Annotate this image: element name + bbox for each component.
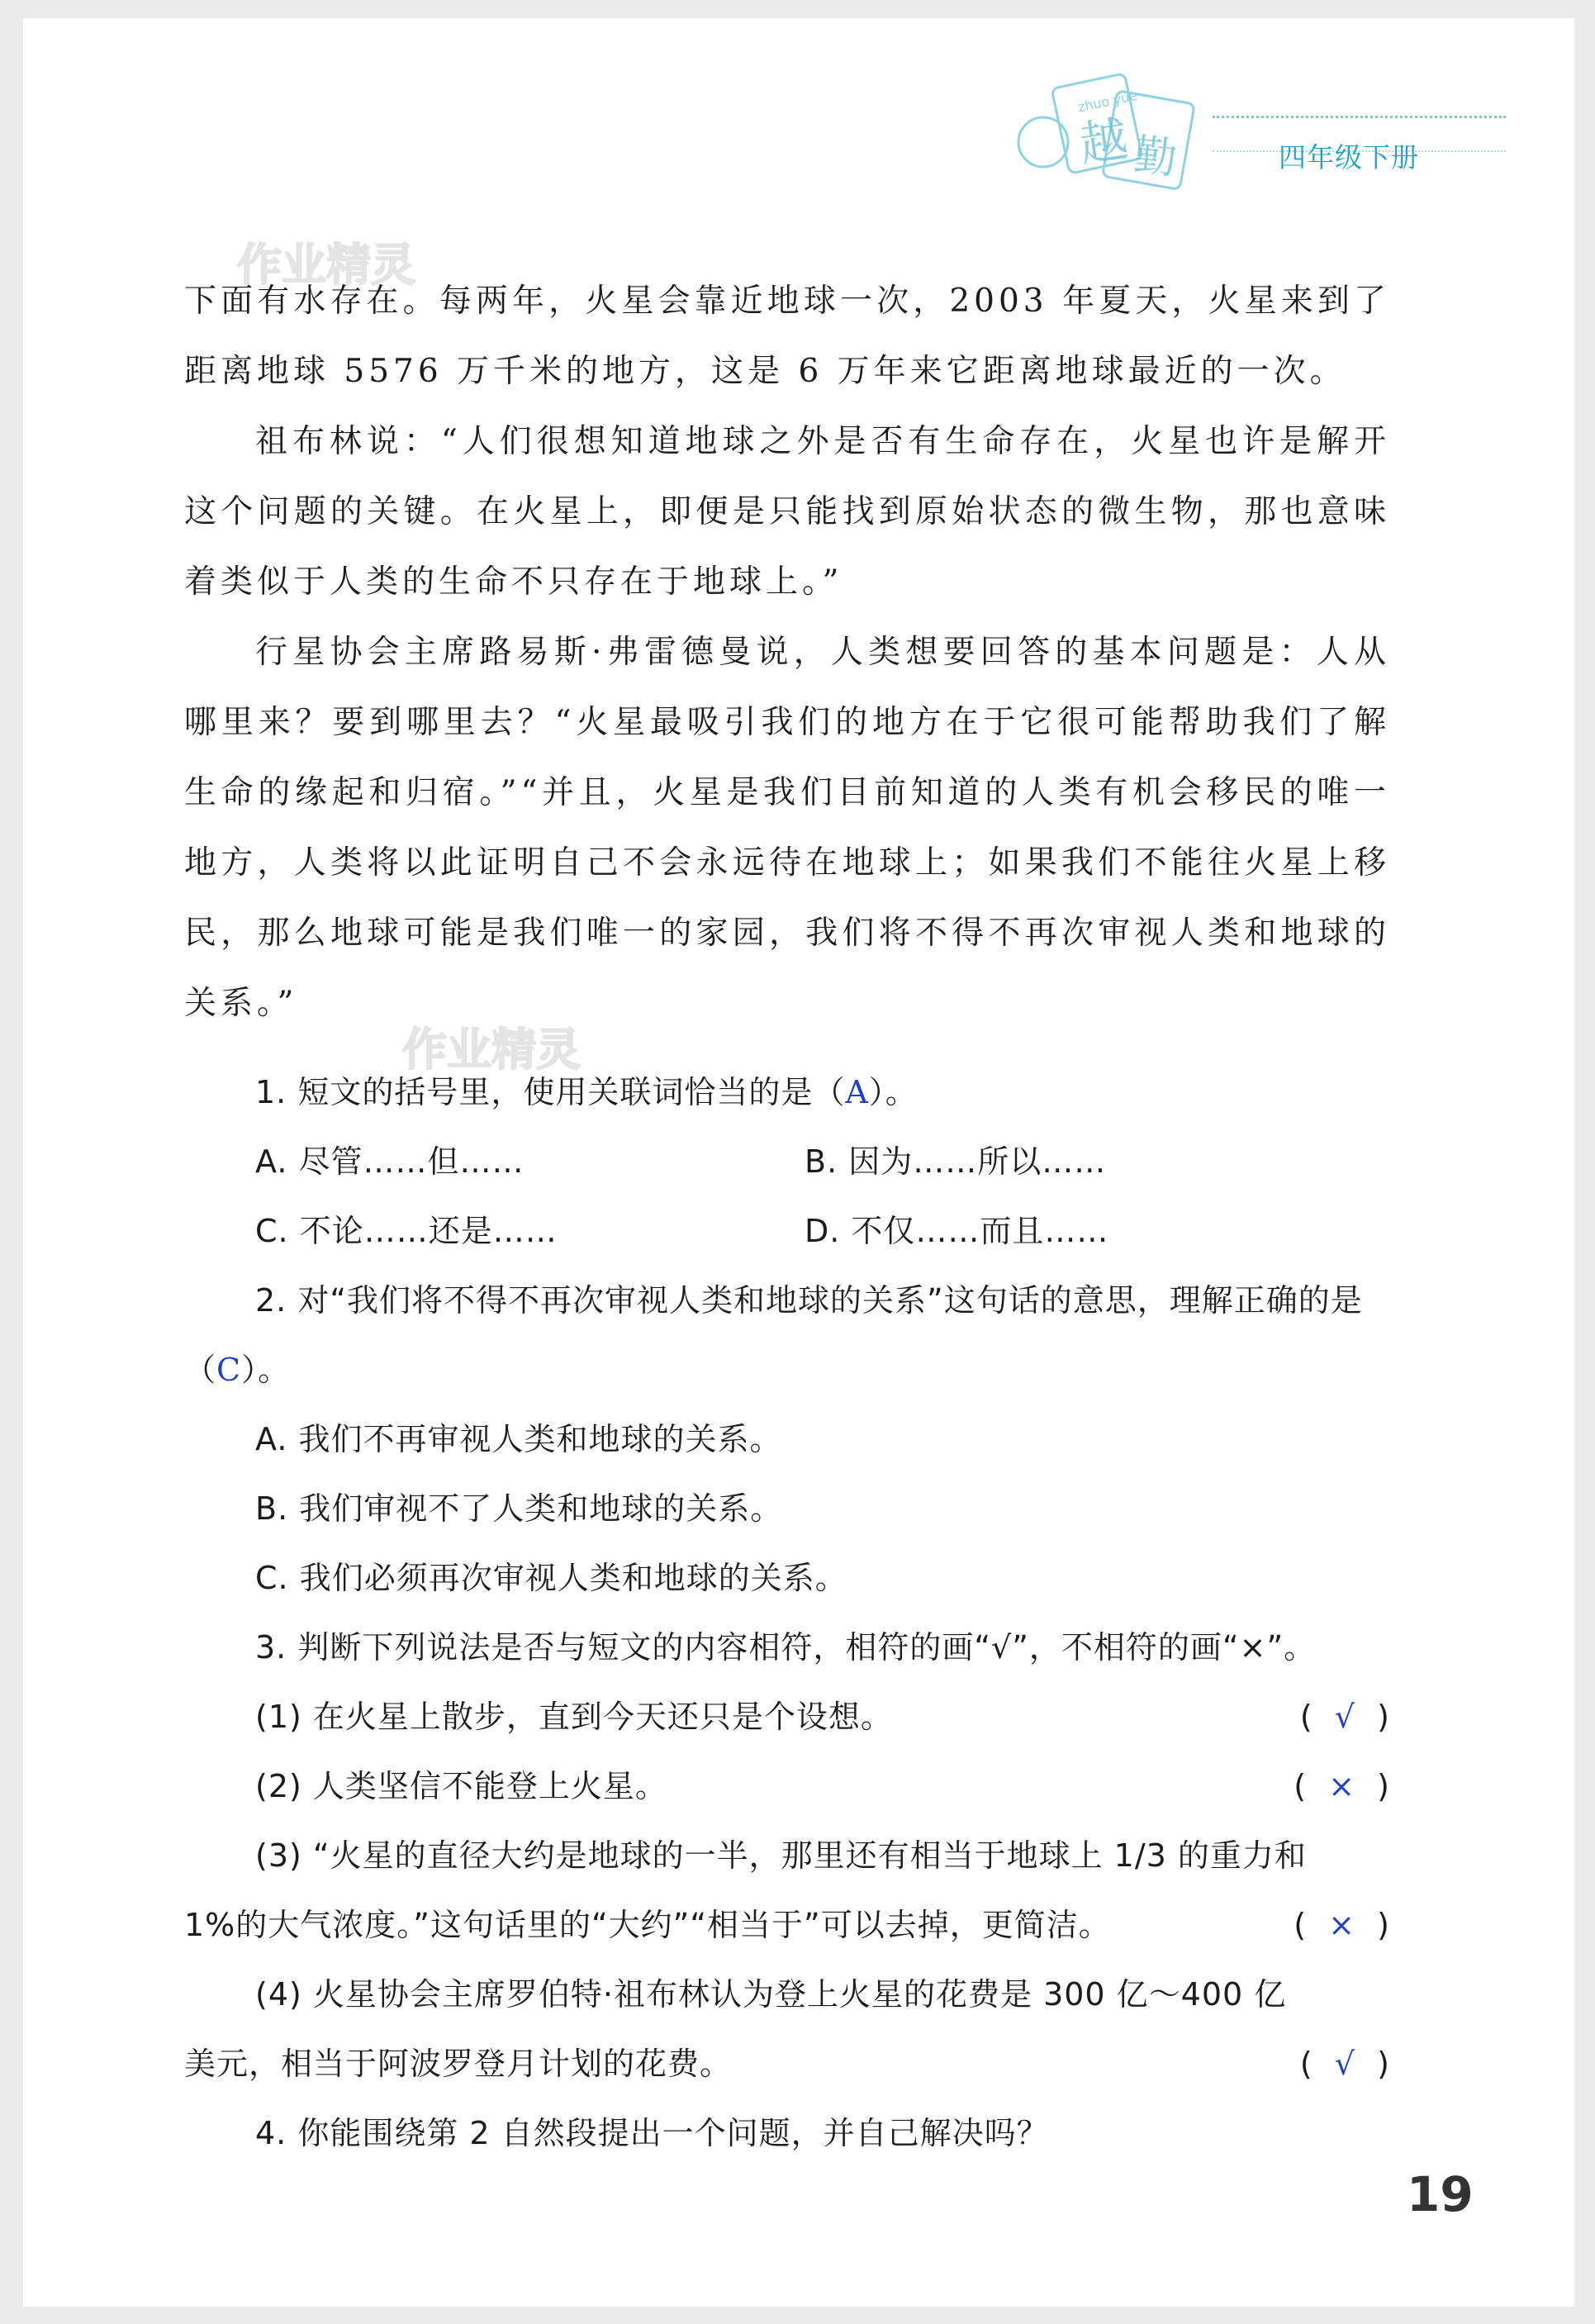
page xyxy=(23,18,1574,2307)
question-1 xyxy=(184,1057,1390,1127)
question-2-suffix: ）。 xyxy=(241,1352,291,1388)
question-1-options-row-2 xyxy=(184,1196,1390,1266)
q2-option-c: C. 我们必须再次审视人类和地球的关系。 xyxy=(255,1560,847,1596)
question-1-suffix: ）。 xyxy=(868,1074,918,1110)
watermark-text: 作业精灵 xyxy=(402,1024,581,1076)
judgement-bracket-4: ( √ ) xyxy=(1299,2046,1390,2082)
judgement-item-4-line-1: (4) 火星协会主席罗伯特·祖布林认为登上火星的花费是 300 亿～400 亿 xyxy=(255,1976,1287,2013)
judgement-bracket-2: ( × ) xyxy=(1294,1768,1390,1804)
questions xyxy=(184,1057,1390,2168)
question-3: 3. 判断下列说法是否与短文的内容相符，相符的画“√”，不相符的画“×”。 xyxy=(255,1629,1317,1666)
paragraph-3: 行星协会主席路易斯·弗雷德曼说，人类想要回答的基本问题是：人从哪里来？要到哪里去？“火星最吸引我们的地方在于它很可能帮助我们了解生命的缘起和归宿。”“并且，火星是我们目前知道的人类有机会移民的唯一地方，人类将以此证明自己不会永远待在地球上；如果我们不能往火星上移民，那么地球可能是我们唯一的家园，我们将不得不再次审视人类和地球的关系。” xyxy=(184,634,1390,1022)
judgement-text-3: 1%的大气浓度。”这句话里的“大约”“相当于”可以去掉，更简洁。 xyxy=(184,1907,1111,1943)
page-number: 19 xyxy=(1407,2166,1474,2222)
q2-option-a: A. 我们不再审视人类和地球的关系。 xyxy=(255,1421,782,1457)
judgement-mark-2: × xyxy=(1328,1768,1356,1804)
answer-1: A xyxy=(845,1074,869,1110)
judgement-item-1 xyxy=(184,1682,1390,1751)
svg-text:勤: 勤 xyxy=(1131,131,1180,185)
reading-passage xyxy=(184,266,1390,1038)
judgement-mark-1: √ xyxy=(1334,1699,1356,1735)
q2-option-b: B. 我们审视不了人类和地球的关系。 xyxy=(255,1490,783,1527)
svg-text:zhuo yue: zhuo yue xyxy=(1076,87,1139,116)
question-2 xyxy=(184,1266,1390,1404)
judgement-mark-3: × xyxy=(1328,1907,1356,1943)
option-c: C. 不论……还是…… xyxy=(255,1213,558,1249)
question-4: 4. 你能围绕第 2 自然段提出一个问题，并自己解决吗？ xyxy=(255,2115,1049,2151)
paragraph-1: 下面有水存在。每两年，火星会靠近地球一次，2003 年夏天，火星来到了距离地球 5576 万千米的地方，这是 6 万年来它距离地球最近的一次。 xyxy=(184,283,1390,390)
svg-text:越: 越 xyxy=(1075,110,1132,173)
question-1-text: 1. 短文的括号里，使用关联词恰当的是（ xyxy=(255,1074,846,1110)
judgement-text-1: (1) 在火星上散步，直到今天还只是个设想。 xyxy=(255,1699,893,1735)
watermark-text: 作业精灵 xyxy=(237,239,415,291)
judgement-item-2 xyxy=(184,1751,1390,1821)
judgement-bracket-3: ( × ) xyxy=(1294,1907,1390,1943)
judgement-text-2: (2) 人类坚信不能登上火星。 xyxy=(255,1768,667,1804)
header-divider xyxy=(1213,116,1506,118)
brand-stamp-logo xyxy=(1010,64,1217,221)
question-1-options-row-1 xyxy=(184,1127,1390,1196)
judgement-text-4: 美元，相当于阿波罗登月计划的花费。 xyxy=(184,2046,733,2082)
grade-label: 四年级下册 xyxy=(1279,141,1419,173)
option-d: D. 不仅……而且…… xyxy=(805,1213,1109,1249)
paragraph-2: 祖布林说：“人们很想知道地球之外是否有生命存在，火星也许是解开这个问题的关键。在火星上，即便是只能找到原始状态的微生物，那也意味着类似于人类的生命不只存在于地球上。” xyxy=(184,423,1390,601)
judgement-item-4-line-2 xyxy=(184,2029,1390,2098)
judgement-item-3-line-1: (3) “火星的直径大约是地球的一半，那里还有相当于地球上 1/3 的重力和 xyxy=(255,1837,1307,1874)
judgement-mark-4: √ xyxy=(1334,2046,1356,2082)
question-2-text: 2. 对“我们将不得不再次审视人类和地球的关系”这句话的意思，理解正确的是（ xyxy=(184,1282,1363,1388)
option-b: B. 因为……所以…… xyxy=(805,1143,1107,1180)
answer-2: C xyxy=(216,1352,242,1388)
option-a: A. 尽管……但…… xyxy=(255,1143,525,1180)
judgement-bracket-1: ( √ ) xyxy=(1299,1699,1390,1735)
judgement-item-3-line-2 xyxy=(184,1890,1390,1960)
